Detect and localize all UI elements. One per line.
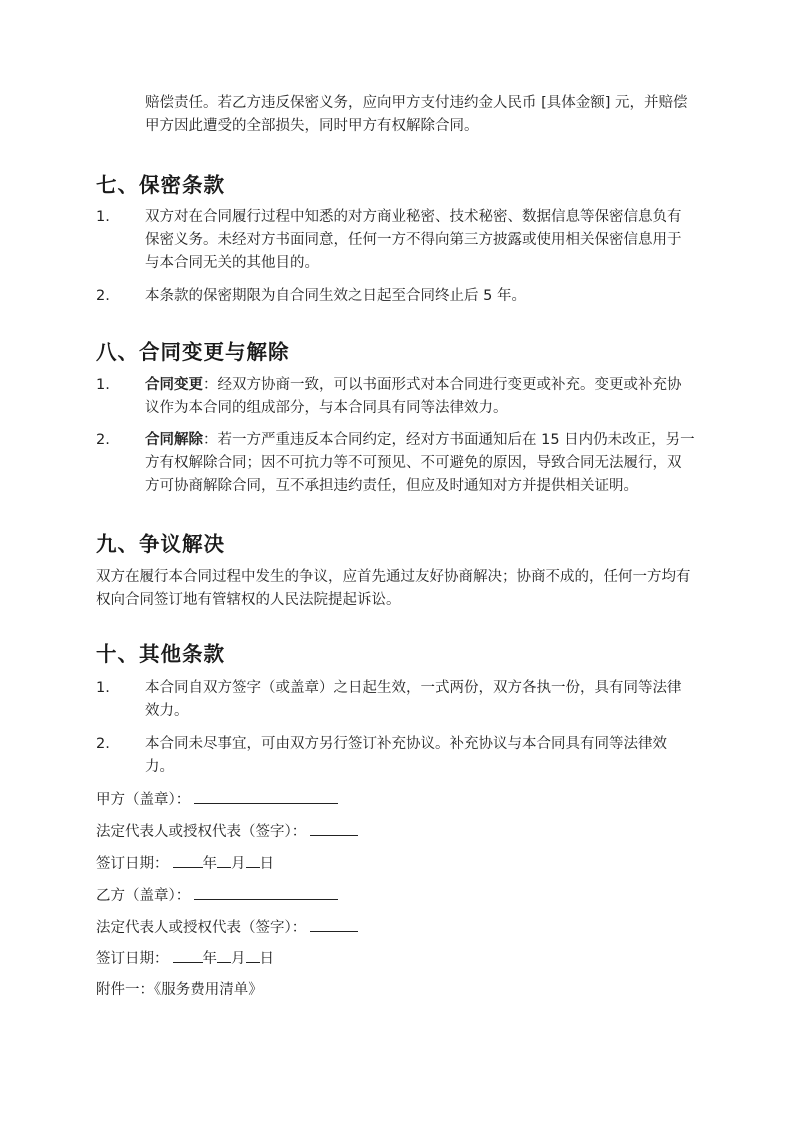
list-number: 1. [96, 209, 110, 225]
section-8-heading: 八、合同变更与解除 [96, 340, 290, 364]
list-item-text [145, 677, 705, 723]
text-line: 保密义务。未经对方书面同意，任何一方不得向第三方披露或使用相关保密信息用于 [145, 232, 682, 248]
month-label: 月 [231, 856, 246, 872]
text-line: 赔偿责任。若乙方违反保密义务，应向甲方支付违约金人民币 [具体金额] 元，并赔偿 [145, 95, 688, 111]
text-line: 方有权解除合同；因不可抗力等不可预见、不可避免的原因，导致合同无法履行，双 [145, 455, 682, 471]
text-line: 甲方因此遭受的全部损失，同时甲方有权解除合同。 [145, 118, 479, 134]
text-line: 本合同未尽事宜，可由双方另行签订补充协议。补充协议与本合同具有同等法律效 [145, 736, 667, 752]
party-b-rep-blank[interactable] [310, 917, 358, 932]
text-line: 本条款的保密期限为自合同生效之日起至合同终止后 5 年。 [145, 288, 526, 304]
year-label: 年 [202, 856, 217, 872]
year-blank[interactable] [173, 948, 203, 963]
date-label: 签订日期： [96, 951, 169, 967]
list-number: 2. [96, 432, 110, 448]
month-blank[interactable] [217, 948, 231, 963]
text-line: 双方在履行本合同过程中发生的争议，应首先通过友好协商解决；协商不成的，任何一方均有 [96, 569, 691, 585]
year-label: 年 [202, 951, 217, 967]
section-10-heading: 十、其他条款 [96, 642, 225, 666]
attachment-line: 附件一：《服务费用清单》 [96, 982, 263, 998]
text-line: 本合同自双方签字（或盖章）之日起生效，一式两份，双方各执一份，具有同等法律 [145, 680, 682, 696]
text-line: 议作为本合同的组成部分，与本合同具有同等法律效力。 [145, 400, 508, 416]
party-a-seal-line [96, 789, 338, 810]
day-blank[interactable] [246, 948, 260, 963]
bold-term: 合同解除 [145, 432, 203, 448]
party-b-rep-label: 法定代表人或授权代表（签字）： [96, 920, 307, 936]
text-span: ：若一方严重违反本合同约定，经对方书面通知后在 15 日内仍未改正，另一 [203, 432, 695, 448]
party-b-rep-line [96, 917, 358, 938]
party-b-seal-label: 乙方（盖章）： [96, 888, 191, 904]
list-item-text [145, 733, 705, 779]
party-b-seal-line [96, 885, 338, 906]
party-a-rep-label: 法定代表人或授权代表（签字）： [96, 824, 307, 840]
party-a-date-line [96, 853, 274, 874]
month-label: 月 [231, 951, 246, 967]
party-b-date-line [96, 948, 274, 969]
text-span: ：经双方协商一致，可以书面形式对本合同进行变更或补充。变更或补充协 [203, 377, 682, 393]
text-line: 方可协商解除合同，互不承担违约责任，但应及时通知对方并提供相关证明。 [145, 478, 638, 494]
party-b-seal-blank[interactable] [194, 885, 338, 900]
date-label: 签订日期： [96, 856, 169, 872]
text-line: 双方对在合同履行过程中知悉的对方商业秘密、技术秘密、数据信息等保密信息负有 [145, 209, 682, 225]
text-line [145, 374, 705, 397]
day-label: 日 [259, 951, 274, 967]
bold-term: 合同变更 [145, 377, 203, 393]
list-item-text [145, 374, 705, 420]
text-line: 与本合同无关的其他目的。 [145, 255, 319, 271]
day-blank[interactable] [246, 853, 260, 868]
text-line: 力。 [145, 759, 174, 775]
section-9-paragraph [96, 566, 706, 612]
list-number: 1. [96, 680, 110, 696]
continuation-paragraph [145, 92, 705, 138]
list-item-text [145, 206, 705, 275]
month-blank[interactable] [217, 853, 231, 868]
text-line [145, 429, 705, 452]
list-number: 2. [96, 736, 110, 752]
section-9-heading: 九、争议解决 [96, 532, 225, 556]
party-a-seal-blank[interactable] [194, 789, 338, 804]
text-line: 效力。 [145, 703, 189, 719]
party-a-seal-label: 甲方（盖章）： [96, 792, 191, 808]
list-number: 2. [96, 288, 110, 304]
day-label: 日 [259, 856, 274, 872]
list-item-text [145, 429, 705, 498]
text-line: 权向合同签订地有管辖权的人民法院提起诉讼。 [96, 592, 401, 608]
party-a-rep-line [96, 821, 358, 842]
list-number: 1. [96, 377, 110, 393]
year-blank[interactable] [173, 853, 203, 868]
party-a-rep-blank[interactable] [310, 821, 358, 836]
section-7-heading: 七、保密条款 [96, 173, 225, 197]
list-item-text [145, 285, 705, 308]
